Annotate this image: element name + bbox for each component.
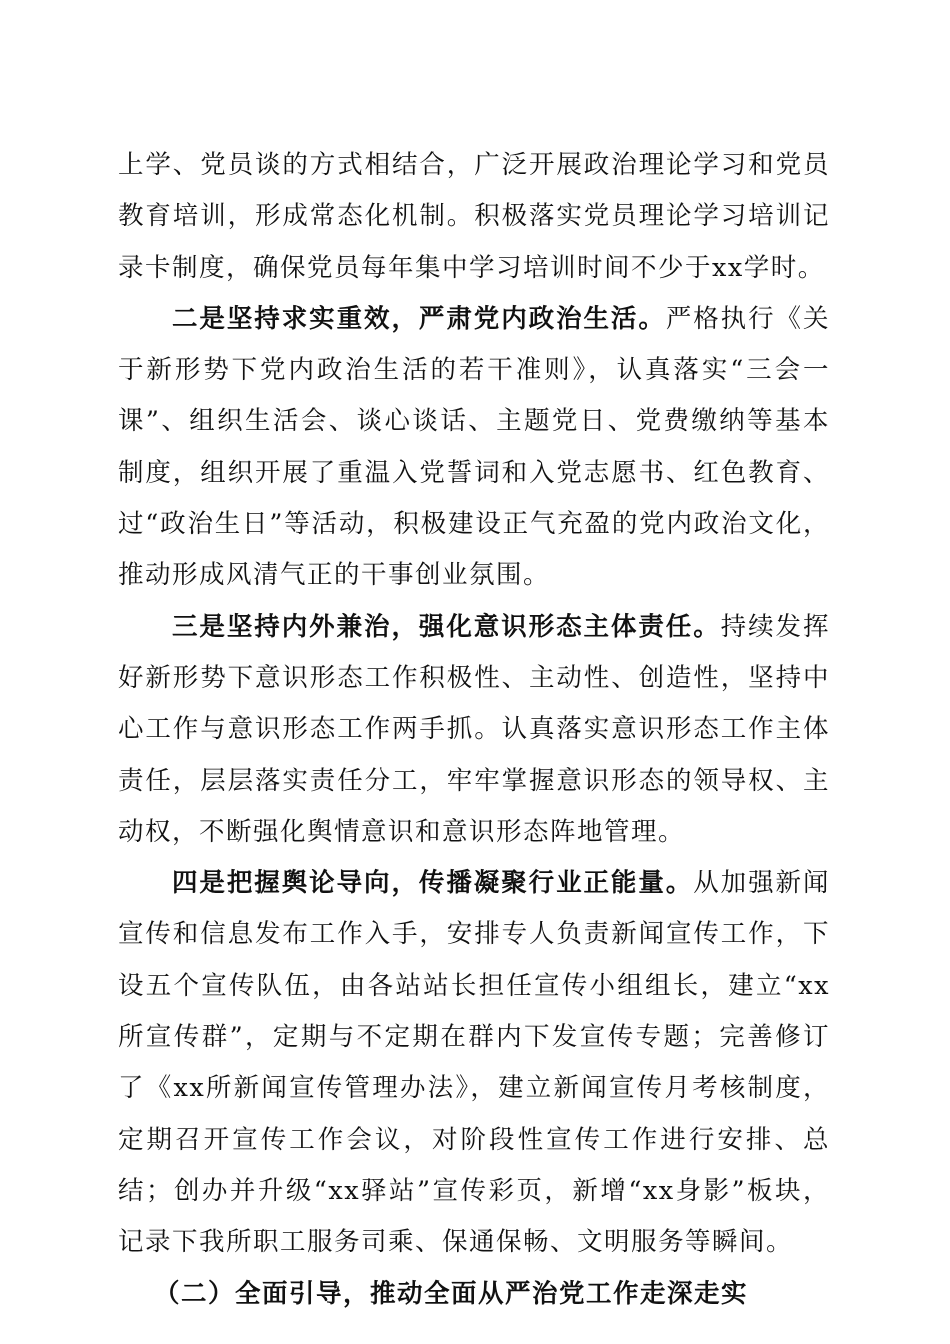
paragraph-body: 持续发挥好新形势下意识形态工作积极性、主动性、创造性，坚持中心工作与意识形态工作两手抓。认真落实意识形态工作主体责任，层层落实责任分工，牢牢掌握意识形态的领导权、主动权，不断强化舆情意识和意识形态阵地管理。 — [118, 611, 830, 847]
paragraph-political-life — [118, 294, 830, 602]
paragraph-ideology-responsibility — [118, 602, 830, 858]
paragraph-continuation — [118, 140, 830, 294]
paragraph-lead: 三是坚持内外兼治，强化意识形态主体责任。 — [172, 611, 721, 642]
paragraph-body: 从加强新闻宣传和信息发布工作入手，安排专人负责新闻宣传工作，下设五个宣传队伍，由各站站长担任宣传小组组长，建立“xx所宣传群”，定期与不定期在群内下发宣传专题；完善修订了《xx所新闻宣传管理办法》，建立新闻宣传月考核制度，定期召开宣传工作会议，对阶段性宣传工作进行安排、总结；创办并升级“xx驿站”宣传彩页，新增“xx身影”板块，记录下我所职工服务司乘、保通保畅、文明服务等瞬间。 — [118, 868, 830, 1258]
paragraph-public-opinion — [118, 858, 830, 1268]
paragraph-lead: 四是把握舆论导向，传播凝聚行业正能量。 — [172, 868, 694, 899]
section-heading: （二）全面引导，推动全面从严治党工作走深走实 — [154, 1278, 749, 1309]
paragraph-body: 严格执行《关于新形势下党内政治生活的若干准则》，认真落实“三会一课”、组织生活会、谈心谈话、主题党日、党费缴纳等基本制度，组织开展了重温入党誓词和入党志愿书、红色教育、过“政治生日”等活动，积极建设正气充盈的党内政治文化，推动形成风清气正的干事创业氛围。 — [118, 303, 830, 591]
paragraph-lead: 二是坚持求实重效，严肃党内政治生活。 — [172, 303, 666, 334]
document-body — [118, 140, 830, 1320]
paragraph-body: 上学、党员谈的方式相结合，广泛开展政治理论学习和党员教育培训，形成常态化机制。积极落实党员理论学习培训记录卡制度，确保党员每年集中学习培训时间不少于xx学时。 — [118, 150, 830, 283]
